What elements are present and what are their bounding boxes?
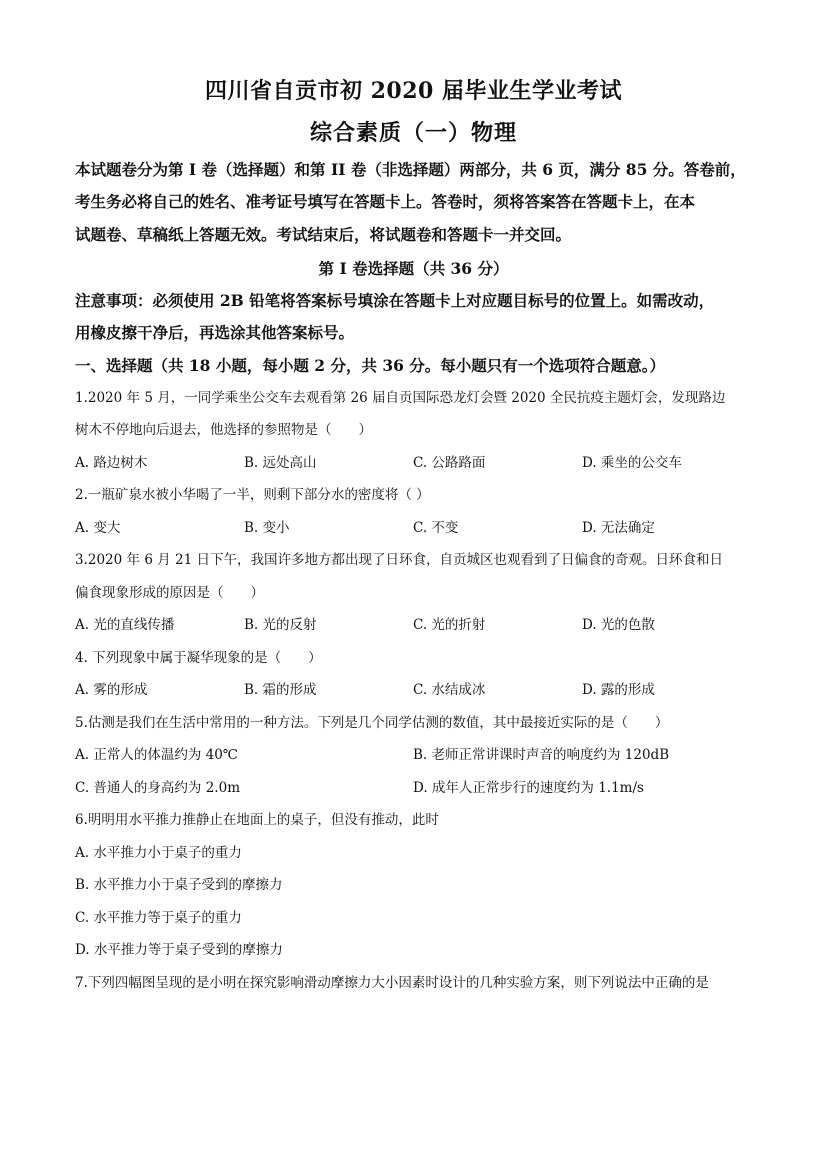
question-5-option-a: A. 正常人的体温约为 40℃: [75, 747, 238, 763]
question-6-option-a: A. 水平推力小于桌子的重力: [75, 845, 242, 861]
question-4-option-c: C. 水结成冰: [413, 682, 486, 698]
question-6-option-b: B. 水平推力小于桌子受到的摩擦力: [75, 877, 283, 893]
instructions-line-3: 试题卷、草稿纸上答题无效。考试结束后，将试题卷和答题卡一并交回。: [75, 225, 572, 244]
question-3-line-1: 3.2020 年 6 月 21 日下午，我国许多地方都出现了日环食，自贡城区也观看到了日偏食的奇观。日环食和日: [75, 552, 723, 568]
question-4-option-d: D. 露的形成: [582, 682, 655, 698]
question-5-option-b: B. 老师正常讲课时声音的响度约为 120dB: [413, 747, 670, 763]
exam-subtitle: 综合素质（一）物理: [309, 120, 517, 146]
section-heading: 第 I 卷选择题（共 36 分）: [318, 259, 509, 278]
question-3-option-c: C. 光的折射: [413, 617, 486, 633]
question-3-option-a: A. 光的直线传播: [75, 617, 175, 633]
question-1-option-a: A. 路边树木: [75, 455, 148, 471]
question-1-line-1: 1.2020 年 5 月，一同学乘坐公交车去观看第 26 届自贡国际恐龙灯会暨 2020 全民抗疫主题灯会，发现路边: [75, 390, 726, 406]
part-heading: 一、选择题（共 18 小题，每小题 2 分，共 36 分。每小题只有一个选项符合题意。）: [75, 356, 666, 375]
question-6-line-1: 6.明明用水平推力推静止在地面上的桌子，但没有推动，此时: [75, 812, 439, 828]
question-2-line-1: 2.一瓶矿泉水被小华喝了一半，则剩下部分水的密度将（ ）: [75, 487, 430, 503]
question-3-line-2: 偏食现象形成的原因是（ ）: [75, 585, 264, 601]
question-6-option-d: D. 水平推力等于桌子受到的摩擦力: [75, 942, 283, 958]
question-2-option-d: D. 无法确定: [582, 520, 655, 536]
notice-line-2: 用橡皮擦干净后，再选涂其他答案标号。: [75, 323, 355, 342]
question-4-option-a: A. 雾的形成: [75, 682, 148, 698]
question-1-line-2: 树木不停地向后退去，他选择的参照物是（ ）: [75, 422, 372, 438]
question-5-option-c: C. 普通人的身高约为 2.0m: [75, 780, 240, 796]
question-2-option-a: A. 变大: [75, 520, 121, 536]
question-1-option-c: C. 公路路面: [413, 455, 486, 471]
instructions-line-2: 考生务必将自己的姓名、准考证号填写在答题卡上。答卷时，须将答案答在答题卡上，在本: [75, 192, 696, 211]
question-3-option-d: D. 光的色散: [582, 617, 655, 633]
exam-title: 四川省自贡市初 2020 届毕业生学业考试: [204, 78, 623, 104]
question-4-option-b: B. 霜的形成: [244, 682, 317, 698]
question-4-line-1: 4. 下列现象中属于凝华现象的是（ ）: [75, 650, 322, 666]
question-7-line-1: 7.下列四幅图呈现的是小明在探究影响滑动摩擦力大小因素时设计的几种实验方案，则下列说法中正确的是: [75, 975, 709, 991]
question-2-option-c: C. 不变: [413, 520, 459, 536]
question-3-option-b: B. 光的反射: [244, 617, 317, 633]
instructions-line-1: 本试题卷分为第 I 卷（选择题）和第 II 卷（非选择题）两部分，共 6 页，满分 85 分。答卷前，: [75, 160, 746, 179]
question-1-option-d: D. 乘坐的公交车: [582, 455, 682, 471]
question-2-option-b: B. 变小: [244, 520, 290, 536]
question-5-line-1: 5.估测是我们在生活中常用的一种方法。下列是几个同学估测的数值，其中最接近实际的是（ ）: [75, 715, 669, 731]
question-5-option-d: D. 成年人正常步行的速度约为 1.1m/s: [413, 780, 644, 796]
notice-line-1: 注意事项：必须使用 2B 铅笔将答案标号填涂在答题卡上对应题目标号的位置上。如需改动，: [75, 291, 715, 310]
question-6-option-c: C. 水平推力等于桌子的重力: [75, 910, 242, 926]
question-1-option-b: B. 远处高山: [244, 455, 317, 471]
